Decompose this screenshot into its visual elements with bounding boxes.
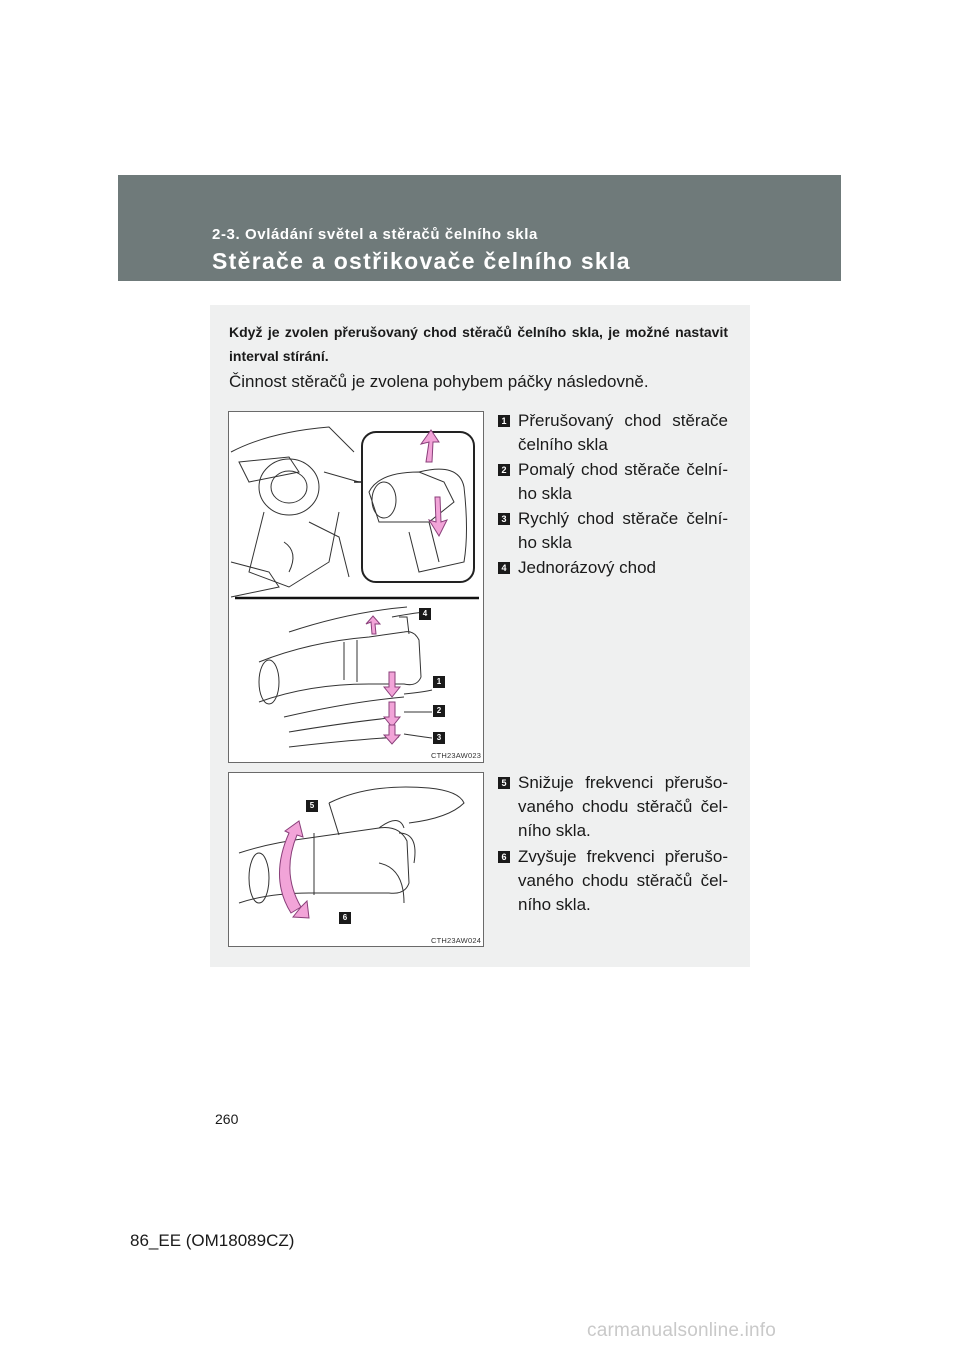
position-list: [498, 409, 728, 581]
number-badge: 3: [498, 513, 510, 525]
list-item: [498, 845, 728, 917]
number-badge: 4: [498, 562, 510, 574]
number-badge: 1: [498, 415, 510, 427]
callout-4: 4: [419, 608, 431, 620]
callout-2: 2: [433, 705, 445, 717]
interval-ring-illustration: [229, 773, 483, 946]
section-label: 2-3. Ovládání světel a stěračů čelního skla: [212, 226, 538, 243]
number-badge: 5: [498, 777, 510, 789]
list-item-text: Přerušovaný chod stěrače čelního skla: [518, 411, 728, 454]
list-item-text: Snižuje frekvenci přerušo-vaného chodu stěračů čel-ního skla.: [518, 773, 728, 840]
watermark: carmanualsonline.info: [587, 1320, 777, 1341]
callout-5: 5: [306, 800, 318, 812]
list-item: [498, 409, 728, 457]
figure-lever-positions: [228, 411, 484, 763]
callout-3: 3: [433, 732, 445, 744]
figure-code: CTH23AW023: [431, 751, 482, 760]
list-item: [498, 556, 728, 580]
figure-interval-ring: [228, 772, 484, 947]
callout-1: 1: [433, 676, 445, 688]
list-item-text: Zvyšuje frekvenci přerušo-vaného chodu stěračů čel-ního skla.: [518, 847, 728, 914]
callout-6: 6: [339, 912, 351, 924]
document-code: 86_EE (OM18089CZ): [130, 1231, 295, 1250]
interval-list: [498, 771, 728, 919]
list-item-text: Rychlý chod stěrače čelní-ho skla: [518, 509, 728, 552]
list-item-text: Pomalý chod stěrače čelní-ho skla: [518, 460, 728, 503]
list-item-text: Jednorázový chod: [518, 558, 656, 577]
page-number: 260: [215, 1111, 239, 1127]
number-badge: 6: [498, 851, 510, 863]
page-title: Stěrače a ostřikovače čelního skla: [212, 248, 631, 274]
list-item: [498, 771, 728, 843]
intro-text: Činnost stěračů je zvolena pohybem páčky následovně.: [229, 372, 649, 391]
list-item: [498, 507, 728, 555]
list-item: [498, 458, 728, 506]
number-badge: 2: [498, 464, 510, 476]
figure-code: CTH23AW024: [431, 936, 482, 945]
intro-bold-text: Když je zvolen přerušovaný chod stěračů čelního skla, je možné nastavit interval stírání.: [229, 324, 728, 364]
